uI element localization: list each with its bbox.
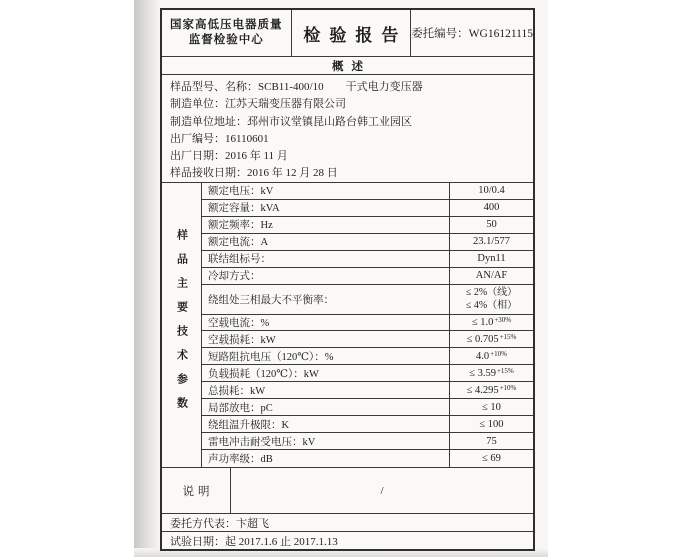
parameters-table: [162, 183, 533, 468]
manufacturer-line: 制造单位：江苏天瑞变压器有限公司: [170, 98, 346, 111]
param-row-rated-voltage: 额定电压：kV 10/0.4: [202, 183, 533, 200]
param-row-rated-current: 额定电流：A 23.1/577: [202, 234, 533, 251]
overview-section-title: 概述: [162, 57, 533, 75]
representative-line: 委托方代表：卞超飞: [162, 514, 533, 532]
commission-number: 委托编号：WG16121115: [411, 28, 533, 40]
param-row-lightning-impulse: 雷电冲击耐受电压：kV 75: [202, 433, 533, 450]
sample-model-line: 样品型号、名称：SCB11-400/10 干式电力变压器: [170, 81, 423, 93]
param-row-rated-capacity: 额定容量：kVA 400: [202, 200, 533, 217]
param-row-rated-frequency: 额定频率：Hz 50: [202, 217, 533, 234]
param-row-no-load-current: 空载电流：% ≤ 1.0 +30%: [202, 315, 533, 332]
side-label-text: 样品主要技术参数: [175, 229, 188, 421]
manufacture-date-line: 出厂日期：2016 年 11 月: [170, 150, 288, 163]
note-label: 说明: [162, 468, 231, 513]
parameters-side-header: [162, 183, 202, 467]
param-row-cooling-mode: 冷却方式： AN/AF: [202, 268, 533, 285]
param-row-impedance-voltage: 短路阻抗电压（120℃）：% 4.0 +10%: [202, 348, 533, 365]
param-row-vector-group: 联结组标号： Dyn11: [202, 251, 533, 268]
note-value: /: [380, 484, 384, 497]
paper-edge-shadow: [134, 0, 160, 557]
report-header: [162, 10, 533, 57]
param-row-total-loss: 总损耗：kW ≤ 4.295 +10%: [202, 382, 533, 399]
issuing-org-name: [162, 10, 292, 56]
org-name-line2: 监督检验中心: [188, 34, 264, 46]
parameter-rows: [202, 183, 533, 467]
param-row-unbalance-rate: 绕组处三相最大不平衡率： ≤ 2%（线） ≤ 4%（相）: [202, 285, 533, 315]
note-row: [162, 468, 533, 514]
param-row-sound-power-level: 声功率级：dB ≤ 69: [202, 450, 533, 467]
manufacturer-address-line: 制造单位地址：邳州市议堂镇昆山路台韩工业园区: [170, 115, 412, 128]
param-row-load-loss: 负载损耗（120℃）：kW ≤ 3.59 +15%: [202, 365, 533, 382]
param-row-partial-discharge: 局部放电：pC ≤ 10: [202, 399, 533, 416]
param-row-no-load-loss: 空载损耗：kW ≤ 0.705 +15%: [202, 331, 533, 348]
inspection-report: [160, 8, 535, 551]
test-date-line: 试验日期：起 2017.1.6 止 2017.1.13: [170, 535, 338, 548]
sample-received-date-line: 样品接收日期：2016 年 12 月 28 日: [170, 167, 338, 180]
report-title: 检验报告: [292, 10, 412, 56]
overview-block: [162, 75, 533, 183]
org-name-line1: 国家高低压电器质量: [170, 19, 283, 31]
param-row-temp-rise-limit: 绕组温升极限：K ≤ 100: [202, 416, 533, 433]
serial-number-line: 出厂编号：16110601: [170, 132, 269, 145]
